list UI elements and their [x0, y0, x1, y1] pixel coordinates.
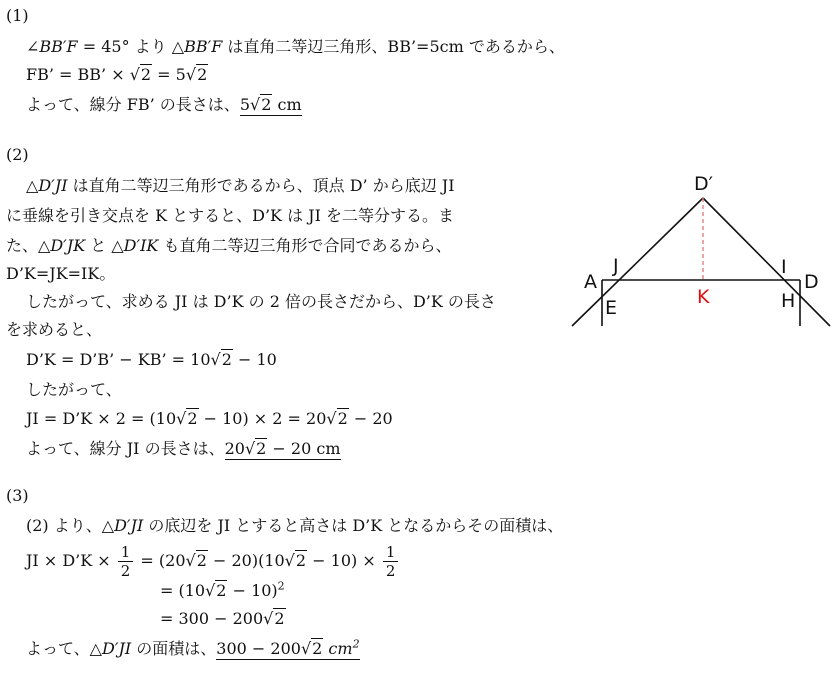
line-left-slope — [572, 198, 703, 326]
sec2-para-line1: △D′JI は直角二等辺三角形であるから、頂点 D’ から底辺 JI — [26, 176, 455, 195]
angle-expr: ∠BB′F — [26, 37, 78, 56]
sec2-para-line7: したがって、 — [26, 380, 122, 399]
sec1-heading: (1) — [6, 6, 29, 25]
sqrt: √2 — [185, 65, 208, 84]
label-d: D — [804, 271, 819, 293]
sec2-para-line6: を求めると、 — [6, 320, 103, 339]
sec2-answer-line: よって、線分 JI の長さは、20√2 − 20 cm — [26, 439, 341, 458]
sec3-eq2: = $(10√2 - 10)^2$ — [160, 579, 285, 600]
sec3-heading: (3) — [6, 486, 29, 505]
sec2-eq2: JI = D’K × 2 = (10√2 − 10) × 2 = 20√2 − 20 — [26, 409, 393, 428]
sec2-heading: (2) — [6, 145, 29, 164]
sec3-eq3: = 300 − 200√2 — [160, 609, 285, 628]
answer-underlined: 300 − 200√2 $cm^2$ — [216, 637, 360, 658]
geometry-figure — [560, 160, 832, 340]
text: = 45° より — [77, 37, 172, 56]
label-a: A — [584, 271, 597, 293]
sec3-para-line1: (2) より、△D′JI の底辺を JI とすると高さは D’K となるからその面積は、 — [26, 516, 564, 535]
label-e: E — [605, 297, 618, 319]
triangle-expr: △BB′F — [171, 37, 223, 56]
text: よって、線分 FB’ の長さは、 — [26, 95, 240, 114]
sec1-line2 — [26, 65, 208, 85]
label-j: J — [613, 255, 619, 277]
answer-underlined: 20√2 − 20 cm — [224, 439, 341, 458]
label-d-prime: D′ — [694, 173, 713, 195]
text: FB’ = BB’ × — [26, 65, 130, 84]
text: は直角二等辺三角形、BB’=5cm であるから、 — [222, 37, 565, 56]
sec2-para-line2: に垂線を引き交点を K とすると、D’K は JI を二等分する。ま — [6, 206, 454, 225]
answer-underlined: 5√2 cm — [239, 95, 302, 114]
sec1-answer-line — [26, 95, 302, 115]
label-i: I — [781, 256, 787, 278]
label-h: H — [781, 290, 796, 312]
sec3-eq1: JI × D’K × $\frac{1}{2}$ = (20√2 − 20)(10√2 − 10) × $\frac{1}{2}$ — [26, 543, 400, 580]
text: = 5 — [152, 65, 186, 84]
fraction: $\frac{1}{2}$ — [383, 543, 399, 580]
sqrt: √2 — [129, 65, 152, 84]
label-k: K — [697, 286, 710, 308]
sec2-para-line4: D’K=JK=IK。 — [6, 264, 116, 283]
sec2-para-line5: したがって、求める JI は D’K の 2 倍の長さだから、D’K の長さ — [26, 292, 496, 311]
sec2-eq1: D’K = D’B’ − KB’ = 10√2 − 10 — [26, 350, 277, 369]
fraction: $\frac{1}{2}$ — [118, 543, 134, 580]
sec3-answer-line: よって、△D′JI の面積は、300 − 200√2 $cm^2$ — [26, 637, 360, 658]
line-right-slope — [703, 198, 830, 326]
sec1-line1 — [26, 37, 565, 57]
sec2-para-line3: た、△D′JK と △D′IK も直角二等辺三角形で合同であるから、 — [6, 236, 452, 255]
